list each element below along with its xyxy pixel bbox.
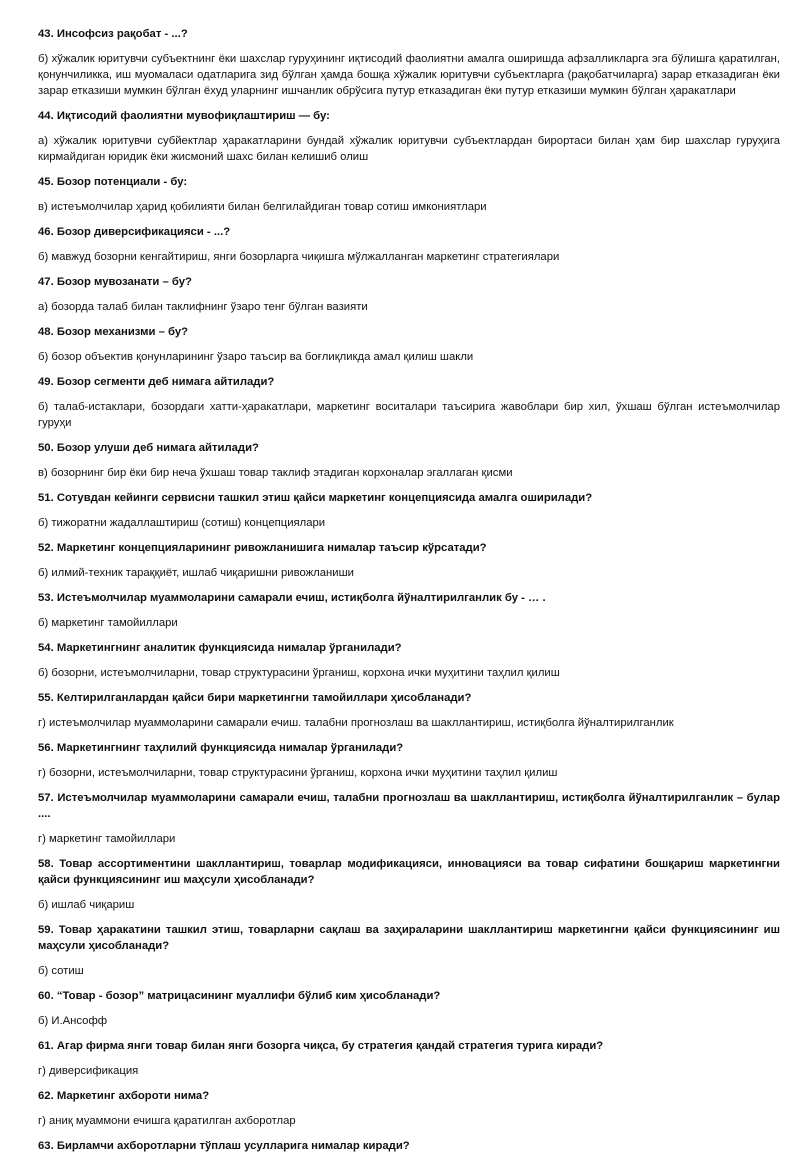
qa-item-54 [38, 640, 780, 681]
question-51: 51. Сотувдан кейинги сервисни ташкил этиш қайси маркетинг концепциясида амалга оширилади? [38, 492, 593, 504]
qa-item-48 [38, 324, 780, 365]
answer-44: а) хўжалик юритувчи субйектлар ҳаракатларини бундай хўжалик юритувчи субъектлардан бирортаси билан ҳам бир шахслар гуруҳига кирмайдиган юридик ёки жисмоний шахс билан келишиб олиш [38, 135, 780, 163]
qa-item-61 [38, 1038, 780, 1079]
qa-item-53 [38, 590, 780, 631]
answer-50: в) бозорнинг бир ёки бир неча ўхшаш товар таклиф этадиган корхоналар эгаллаган қисми [38, 467, 513, 479]
answer-51: б) тижоратни жадаллаштириш (сотиш) концепциялари [38, 517, 326, 529]
qa-item-44 [38, 108, 780, 165]
question-47: 47. Бозор мувозанати – бу? [38, 276, 192, 288]
answer-54: б) бозорни, истеъмолчиларни, товар структурасини ўрганиш, корхона ички муҳитини таҳлил қилиш [38, 667, 560, 679]
answer-45: в) истеъмолчилар ҳарид қобилияти билан белгилайдиган товар сотиш имкониятлари [38, 201, 487, 213]
question-45: 45. Бозор потенциали - бу: [38, 176, 188, 188]
answer-55: г) истеъмолчилар муаммоларини самарали ечиш. талабни прогнозлаш ва шакллантириш, истиқболга йўналтирилганлик [38, 717, 674, 729]
document-page [38, 26, 780, 1163]
qa-item-46 [38, 224, 780, 265]
answer-60: б) И.Ансофф [38, 1015, 108, 1027]
question-49: 49. Бозор сегменти деб нимага айтилади? [38, 376, 275, 388]
qa-item-55 [38, 690, 780, 731]
question-44: 44. Иқтисодий фаолиятни мувофиқлаштириш — бу: [38, 110, 330, 122]
answer-53: б) маркетинг тамойиллари [38, 617, 178, 629]
answer-57: г) маркетинг тамойиллари [38, 833, 176, 845]
question-58: 58. Товар ассортиментини шакллантириш, товарлар модификацияси, инновацияси ва товар сифатини бошқариш маркетингни қайси функциясининг иш маҳсули ҳисобланади? [38, 858, 780, 886]
qa-item-45 [38, 174, 780, 215]
answer-47: а) бозорда талаб билан таклифнинг ўзаро тенг бўлган вазияти [38, 301, 368, 313]
question-57: 57. Истеъмолчилар муаммоларини самарали ечиш, талабни прогнозлаш ва шакллантириш, истиқболга йўналтирилганлик – булар .... [38, 792, 780, 820]
question-46: 46. Бозор диверсификацияси - ...? [38, 226, 231, 238]
question-52: 52. Маркетинг концепцияларининг ривожланишига нималар таъсир кўрсатади? [38, 542, 487, 554]
answer-61: г) диверсификация [38, 1065, 139, 1077]
answer-56: г) бозорни, истеъмолчиларни, товар структурасини ўрганиш, корхона ички муҳитини таҳлил қилиш [38, 767, 558, 779]
qa-item-59 [38, 922, 780, 979]
question-43: 43. Инсофсиз рақобат - ...? [38, 28, 188, 40]
question-61: 61. Агар фирма янги товар билан янги бозорга чиқса, бу стратегия қандай стратегия турига киради? [38, 1040, 604, 1052]
qa-item-62 [38, 1088, 780, 1129]
answer-62: г) аниқ муаммони ечишга қаратилган ахборотлар [38, 1115, 296, 1127]
question-55: 55. Келтирилганлардан қайси бири маркетингни тамойиллари ҳисобланади? [38, 692, 472, 704]
qa-item-43 [38, 26, 780, 99]
qa-item-50 [38, 440, 780, 481]
question-56: 56. Маркетингнинг таҳлилий функциясида нималар ўрганилади? [38, 742, 404, 754]
qa-item-49 [38, 374, 780, 431]
qa-item-57 [38, 790, 780, 847]
question-53: 53. Истеъмолчилар муаммоларини самарали ечиш, истиқболга йўналтирилганлик бу - … . [38, 592, 546, 604]
answer-49: б) талаб-истаклари, бозордаги хатти-ҳаракатлари, маркетинг воситалари таъсирига жавоблари бир хил, ўхшаш бўлган истеъмолчилар гуруҳи [38, 401, 780, 429]
qa-item-58 [38, 856, 780, 913]
question-59: 59. Товар ҳаракатини ташкил этиш, товарларни сақлаш ва заҳираларини шакллантириш маркетингни қайси функциясининг иш маҳсули ҳисобланади? [38, 924, 780, 952]
question-54: 54. Маркетингнинг аналитик функциясида нималар ўрганилади? [38, 642, 402, 654]
answer-48: б) бозор объектив қонунларининг ўзаро таъсир ва боғлиқликда амал қилиш шакли [38, 351, 474, 363]
question-50: 50. Бозор улуши деб нимага айтилади? [38, 442, 259, 454]
qa-item-60 [38, 988, 780, 1029]
answer-58: б) ишлаб чиқариш [38, 899, 135, 911]
answer-52: б) илмий-техник тараққиёт, ишлаб чиқаришни ривожланиши [38, 567, 354, 579]
qa-item-52 [38, 540, 780, 581]
answer-46: б) мавжуд бозорни кенгайтириш, янги бозорларга чиқишга мўлжалланган маркетинг стратегиялари [38, 251, 560, 263]
question-48: 48. Бозор механизми – бу? [38, 326, 189, 338]
qa-item-51 [38, 490, 780, 531]
answer-43: б) хўжалик юритувчи субъектнинг ёки шахслар гуруҳининг иқтисодий фаолиятни амалга оширишда афзалликларга эга бўлишга қаратилган, қонунчиликка, иш муомаласи одатларига зид бўлган ҳамда бошқа хўжалик юритувчи субъектларга (рақобатчиларга) зарар етказадиган ёки зарар етказиши мумкин бўлган ёхуд уларнинг ишчанлик обрўсига путур етказадиган ёки путур етказиши мумкин бўлган ҳаракатлари [38, 53, 780, 97]
question-62: 62. Маркетинг ахбороти нима? [38, 1090, 210, 1102]
qa-item-47 [38, 274, 780, 315]
question-60: 60. “Товар - бозор” матрицасининг муаллифи бўлиб ким ҳисобланади? [38, 990, 441, 1002]
qa-item-63 [38, 1138, 780, 1154]
qa-item-56 [38, 740, 780, 781]
question-63: 63. Бирламчи ахборотларни тўплаш усулларига нималар киради? [38, 1140, 410, 1152]
answer-59: б) сотиш [38, 965, 84, 977]
